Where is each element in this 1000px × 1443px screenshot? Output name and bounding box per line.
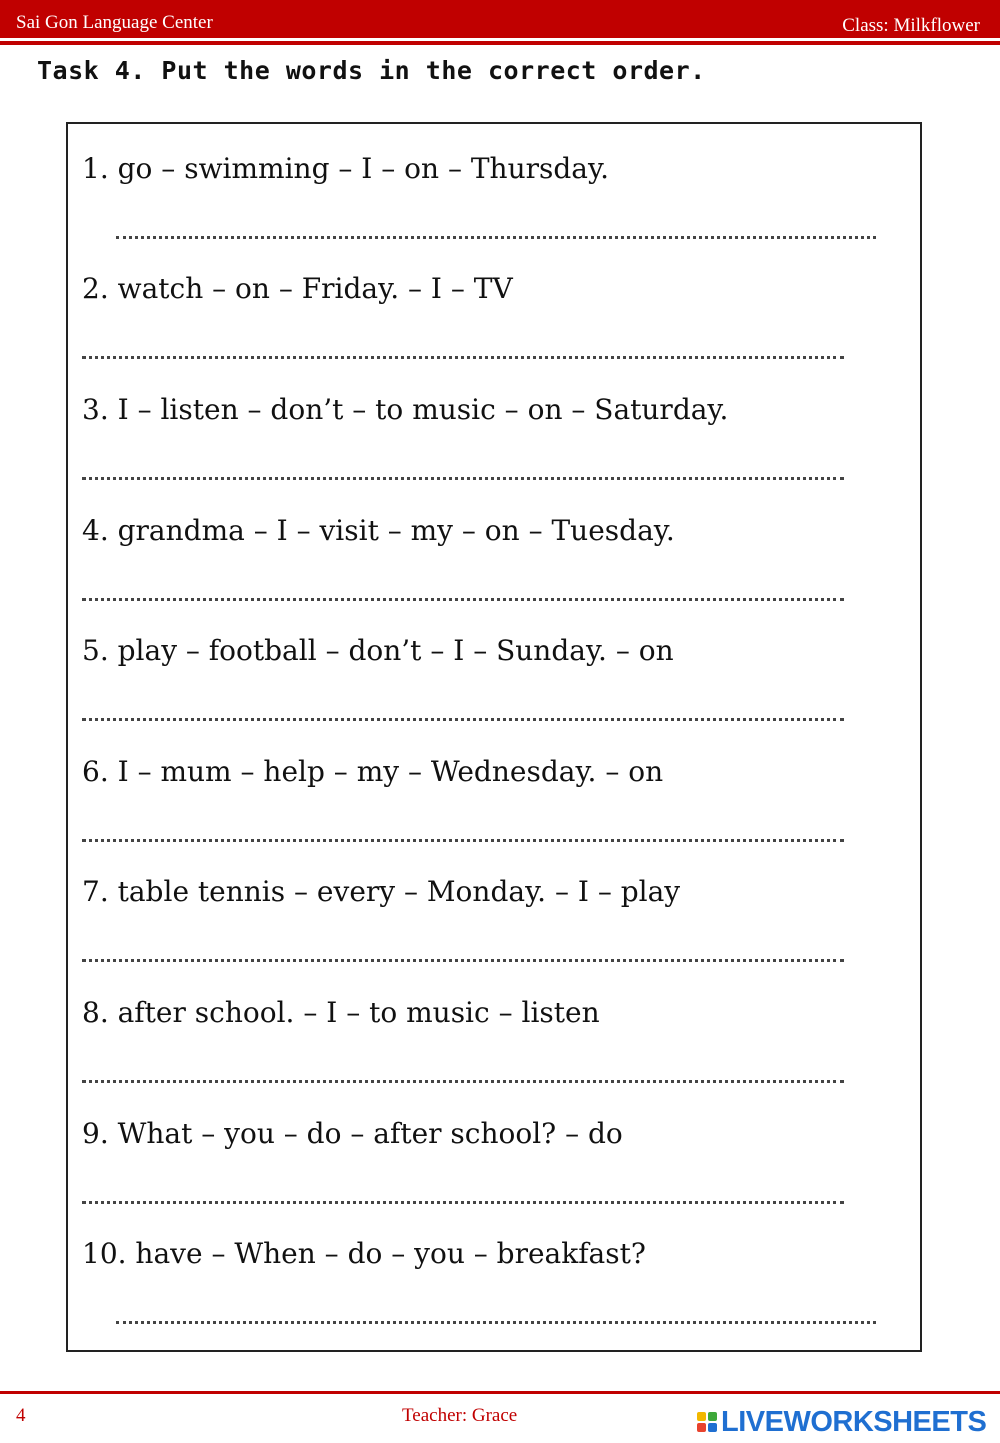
answer-line[interactable] <box>82 352 844 359</box>
liveworksheets-icon <box>697 1412 717 1432</box>
item-prompt: 2. watch – on – Friday. – I – TV <box>82 272 513 305</box>
brand-name: LIVEWORKSHEETS <box>721 1405 987 1438</box>
item-prompt: 10. have – When – do – you – breakfast? <box>82 1237 646 1270</box>
item-prompt: 3. I – listen – don’t – to music – on – Saturday. <box>82 393 729 426</box>
teacher-label: Teacher: Grace <box>402 1405 518 1426</box>
answer-line[interactable] <box>82 473 844 480</box>
answer-line[interactable] <box>82 835 844 842</box>
item-prompt: 6. I – mum – help – my – Wednesday. – on <box>82 755 664 788</box>
center-name: Sai Gon Language Center <box>16 12 213 33</box>
task-title: Task 4. Put the words in the correct order. <box>37 56 706 85</box>
item-prompt: 8. after school. – I – to music – listen <box>82 996 600 1029</box>
answer-line[interactable] <box>82 1076 844 1083</box>
item-prompt: 4. grandma – I – visit – my – on – Tuesday. <box>82 514 675 547</box>
page-number: 4 <box>16 1405 26 1426</box>
item-prompt: 7. table tennis – every – Monday. – I – play <box>82 875 681 908</box>
item-prompt: 5. play – football – don’t – I – Sunday. – on <box>82 634 674 667</box>
liveworksheets-logo <box>697 1405 986 1439</box>
header-divider <box>0 41 1000 45</box>
answer-line[interactable] <box>116 1317 876 1324</box>
item-prompt: 1. go – swimming – I – on – Thursday. <box>82 152 609 185</box>
class-label: Class: Milkflower <box>842 15 980 36</box>
answer-line[interactable] <box>82 1197 844 1204</box>
answer-line[interactable] <box>82 594 844 601</box>
footer-divider <box>0 1391 1000 1394</box>
exercise-box <box>66 122 922 1352</box>
item-prompt: 9. What – you – do – after school? – do <box>82 1117 623 1150</box>
answer-line[interactable] <box>82 714 844 721</box>
answer-line[interactable] <box>82 955 844 962</box>
page-header <box>0 0 1000 38</box>
answer-line[interactable] <box>116 232 876 239</box>
